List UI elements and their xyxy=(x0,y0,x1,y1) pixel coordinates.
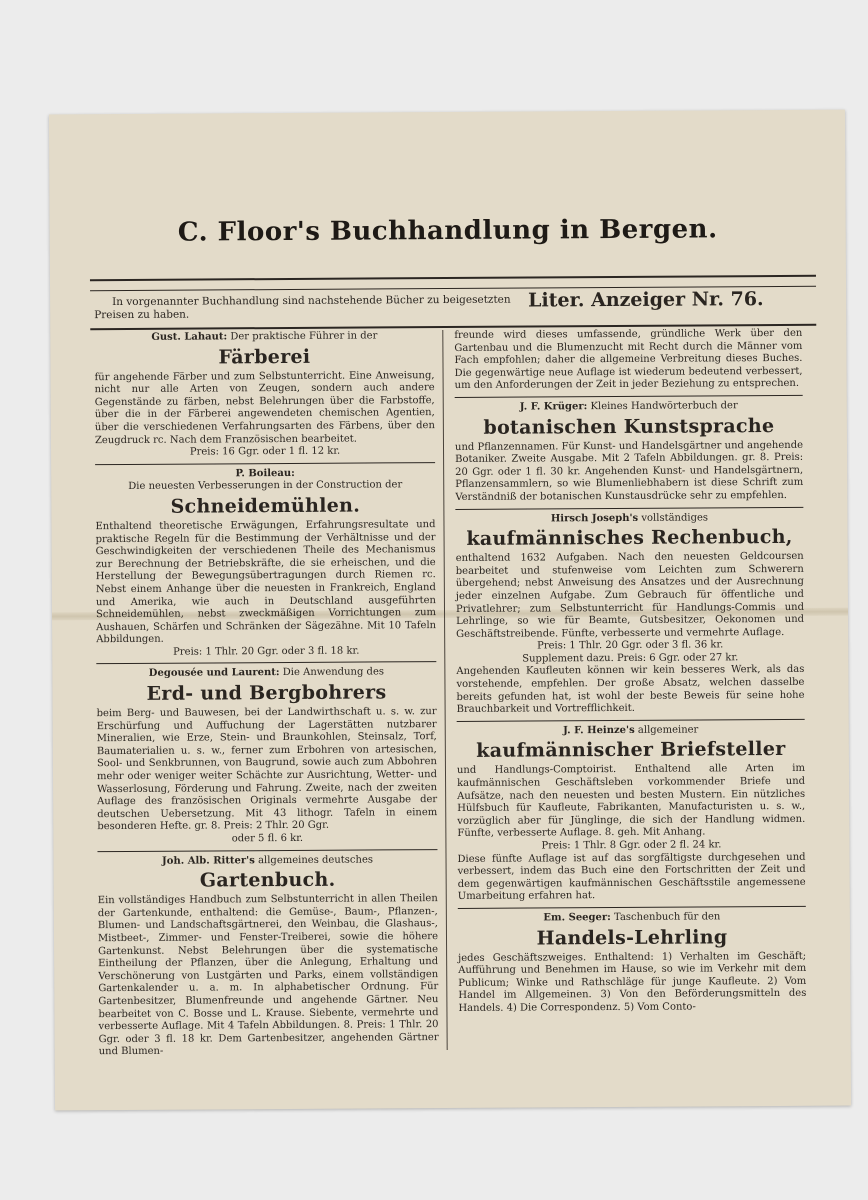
entry-header xyxy=(455,511,803,526)
entry-title: Färberei xyxy=(218,345,311,369)
issue-label: Liter. Anzeiger Nr. 76. xyxy=(528,288,764,312)
right-column xyxy=(454,328,806,1020)
book-entry xyxy=(455,400,804,505)
entry-subtitle: allgemeiner xyxy=(637,724,699,736)
entry-separator xyxy=(96,662,436,665)
entry-note: Diese fünfte Auflage ist auf das sorgfältigste durchgesehen und verbessert, indem das Buch eine den Fortschritten der Zeit und dem gegenwärtigen kaufmännischen Geschäftsstile angemessene Umarbeitung erfahren hat. xyxy=(457,851,806,903)
entry-title: Schneidemühlen. xyxy=(170,494,361,518)
entry-title: Erd- und Bergbohrers xyxy=(146,681,387,705)
entry-header xyxy=(96,667,436,682)
entry-subtitle: Taschenbuch für den xyxy=(614,911,721,923)
book-entry xyxy=(95,467,436,660)
entry-title: Gartenbuch. xyxy=(199,868,336,892)
entry-author: J. F. Krüger: xyxy=(519,401,588,413)
entry-body: jedes Geschäftszweiges. Enthaltend: 1) Verhalten im Geschäft; Aufführung und Benehmen im Hause, so wie im Verkehr mit dem Publicum; Winke und Rathschläge für junge Kaufleute. 2) Vom Handel im Allgemeinen. 3) Von den Beförderungsmitteln des Handels. 4) Die Correspondenz. 5) Vom Conto- xyxy=(458,950,807,1014)
entry-title: kaufmännisches Rechenbuch, xyxy=(466,526,793,551)
entry-body: Ein vollständiges Handbuch zum Selbstunterricht in allen Theilen der Gartenkunde, enthaltend: die Gemüse-, Baum-, Pflanzen-, Blumen- und Landschaftsgärtnerei, den Weinbau, die Glashaus-, Mistbeet-, Zimmer- und Fenster-Treiberei, sowie die höhere Gartenkunst. Nebst Belehrungen über die systematische Eintheilung der Pflanzen, über die Anlegung, Erhaltung und Verschönerung von Lustgärten und Parks, einem vollständigen Gartenkalender u. a. m. In alphabetischer Ordnung. Für Gartenbesitzer, Blumenfreunde und angehende Gärtner. Neu bearbeitet von C. Bosse und L. Krause. Siebente, vermehrte und verbesserte Auflage. Mit 4 Tafeln Abbildungen. 8. Preis: 1 Thlr. 20 Ggr. oder 3 fl. 18 kr. Dem Gartenbesitzer, angehenden Gärtner und Blumen- xyxy=(97,893,439,1058)
book-entry xyxy=(458,911,807,1016)
newspaper-page xyxy=(49,110,851,1111)
entry-title: botanischen Kunstsprache xyxy=(483,414,775,439)
entry-author: Em. Seeger: xyxy=(543,911,611,924)
entry-price: Preis: 1 Thlr. 20 Ggr. oder 3 fl. 18 kr. xyxy=(173,645,360,658)
column-divider xyxy=(442,330,447,1050)
entry-header xyxy=(455,400,803,415)
entry-price: Preis: 1 Thlr. 8 Ggr. oder 2 fl. 24 kr. xyxy=(541,839,722,852)
entry-body: für angehende Färber und zum Selbstunterricht. Eine Anweisung, nicht nur alle Arten von Zeugen, sondern auch andere Gegenstände zu färben, nebst Belehrungen über die Farbstoffe, über die in der Färberei angewendeten chemischen Agentien, über die verschiedenen Verfahrungsarten des Färbens, über den Zeugdruck rc. Nach dem Französischen bearbeitet. xyxy=(94,369,435,446)
entry-note: Angehenden Kaufleuten können wir kein besseres Werk, als das vorstehende, empfehlen. Der große Absatz, welchen dasselbe bereits gefunden hat, ist wohl der beste Beweis für seine hohe Brauchbarkeit und Vortrefflichkeit. xyxy=(456,664,805,716)
entry-header xyxy=(457,724,805,739)
entry-body: freunde wird dieses umfassende, gründliche Werk über den Gartenbau und die Blumenzucht mit Recht durch die Männer vom Fach empfohlen; daher die allgemeine Verbreitung dieses Buches. Die gegenwärtige neue Auflage ist wiederum bedeutend verbessert, um den Anforderungen der Zeit in jeder Beziehung zu entsprechen. xyxy=(454,327,803,392)
entry-author: Gust. Lahaut: xyxy=(151,331,228,343)
entry-author: Joh. Alb. Ritter's xyxy=(162,854,255,867)
entry-separator xyxy=(97,849,437,852)
left-column xyxy=(94,330,438,1063)
entry-title: kaufmännischer Briefsteller xyxy=(476,738,786,763)
entry-body: Enthaltend theoretische Erwägungen, Erfahrungsresultate und praktische Regeln für die Bestimmung der Verhältnisse und der Geschwindigkeiten der verschiedenen Theile des Mechanismus zur Berechnung der Betriebskräfte, die sie erheischen, und die Herstellung der Bewegungsübertragungen durch Riemen rc. Nebst einem Anhange über die neuesten in Frankreich, England und Amerika, wie auch in Deutschland ausgeführten Schneidemühlen, nebst zweckmäßigen Vorrichtungen zum Aushauen, Schärfen und Schränken der Sägezähne. Mit 10 Tafeln Abbildungen. xyxy=(95,519,437,646)
book-entry xyxy=(94,330,435,460)
book-entry xyxy=(455,511,804,716)
book-entry xyxy=(457,724,806,904)
entry-subtitle: Kleines Handwörterbuch der xyxy=(590,400,738,413)
entry-body: enthaltend 1632 Aufgaben. Nach den neuesten Geldcoursen bearbeitet und stufenweise vom Leichten zum Schwerern übergehend; nebst Anweisung des Ansatzes und der Ausrechnung jeder einzelnen Aufgabe. Zum Gebrauch für öffentliche und Privatlehrer; zum Selbstunterricht für Handlungs-Commis und Lehrlinge, so wie für Beamte, Gutsbesitzer, Oekonomen und Geschäftstreibende. Fünfte, verbesserte und vermehrte Auflage. xyxy=(455,550,805,640)
entry-subtitle: Die Anwendung des xyxy=(282,666,385,679)
entry-price: oder 5 fl. 6 kr. xyxy=(231,832,304,845)
entry-author: Hirsch Joseph's xyxy=(550,512,639,524)
entry-subtitle: Die neuesten Verbesserungen in der Construction der xyxy=(128,479,403,493)
masthead: C. Floor's Buchhandlung in Bergen. xyxy=(177,214,718,248)
intro-text: In vorgenannter Buchhandlung sind nachstehende Bücher zu beigesetzten Preisen zu haben. xyxy=(94,293,511,322)
entry-supplement: Supplement dazu. Preis: 6 Ggr. oder 27 kr. xyxy=(522,652,739,665)
entry-price: Preis: 16 Ggr. oder 1 fl. 12 kr. xyxy=(189,445,341,458)
book-entry-continued xyxy=(454,328,802,393)
entry-separator xyxy=(95,462,435,465)
entry-subtitle: allgemeines deutsches xyxy=(258,854,374,866)
entry-title: Handels-Lehrling xyxy=(536,925,728,950)
entry-header xyxy=(97,854,437,869)
entry-separator xyxy=(458,906,806,909)
entry-author: J. F. Heinze's xyxy=(563,724,635,737)
entry-separator xyxy=(455,395,803,398)
entry-body: und Pflanzennamen. Für Kunst- und Handelsgärtner und angehende Botaniker. Zweite Ausgabe. Mit 2 Tafeln Abbildungen. gr. 8. Preis: 20 Ggr. oder 1 fl. 30 kr. Angehenden Kunst- und Handelsgärtnern, Pflanzensammlern, so wie Blumenliebhabern ist diese Schrift zum Verständniß der botanischen Kunstausdrücke sehr zu empfehlen. xyxy=(454,439,804,503)
book-entry xyxy=(97,854,438,1059)
entry-subtitle: vollständiges xyxy=(641,511,709,524)
entry-price: Preis: 1 Thlr. 20 Ggr. oder 3 fl. 36 kr. xyxy=(537,639,724,652)
entry-author: P. Boileau: xyxy=(235,467,295,480)
entry-subtitle: Der praktische Führer in der xyxy=(230,330,378,343)
entry-header xyxy=(458,911,806,926)
entry-author: Degousée und Laurent: xyxy=(148,667,280,680)
entry-body: beim Berg- und Bauwesen, bei der Landwirthschaft u. s. w. zur Erschürfung und Auffuchung der Lagerstätten nutzbarer Mineralien, wie Erze, Stein- und Braunkohlen, Steinsalz, Torf, Baumaterialien u. s. w., ferner zum Erbohren von artesischen, Sool- und Senkbrunnen, von Baugrund, sowie auch zum Abbohren mehr oder weniger weiter Schächte zur Ausrichtung, Wetter- und Wasserlosung, Förderung und Fahrung. Zweite, nach der zweiten Auflage des französischen Originals vermehrte Ausgabe der deutschen Uebersetzung. Mit 43 lithogr. Tafeln in einem besonderen Hefte. gr. 8. Preis: 2 Thlr. 20 Ggr. xyxy=(96,706,438,833)
top-rule xyxy=(90,275,816,281)
entry-body: und Handlungs-Comptoirist. Enthaltend alle Arten im kaufmännischen Geschäftsleben vorkommender Briefe und Aufsätze, nach den neuesten und besten Mustern. Ein nützliches Hülfsbuch für Kaufleute, Fabrikanten, Manufacturisten u. s. w., vorzüglich aber für Jünglinge, die sich der Handlung widmen. Fünfte, verbesserte Auflage. 8. geh. Mit Anhang. xyxy=(456,763,806,840)
entry-separator xyxy=(455,506,803,509)
entry-header xyxy=(94,330,434,345)
entry-separator xyxy=(457,719,805,722)
book-entry xyxy=(96,667,437,847)
